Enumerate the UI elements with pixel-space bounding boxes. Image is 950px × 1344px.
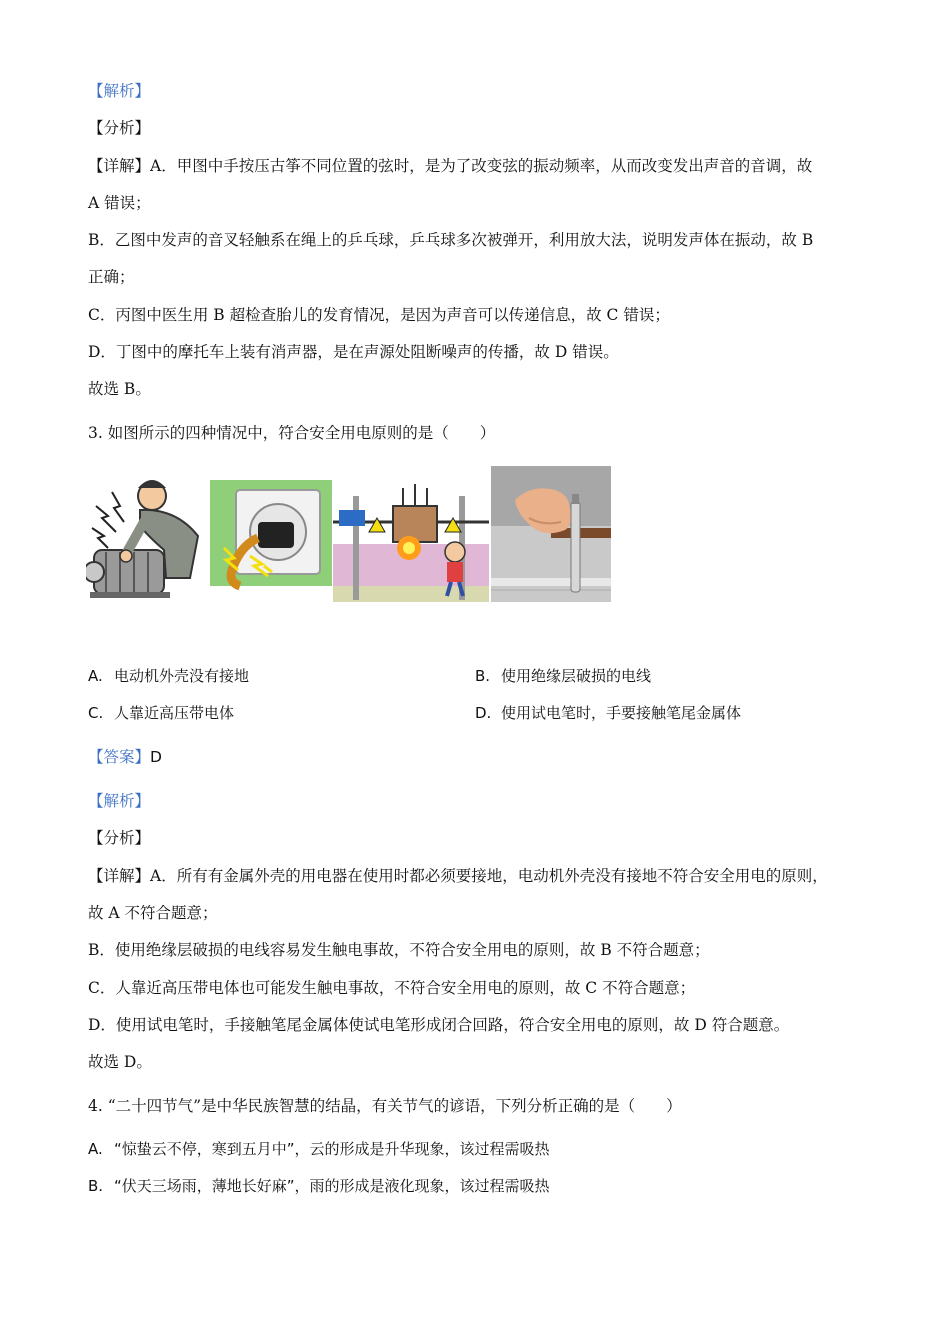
option-text: “伏天三场雨，薄地长好麻”，雨的形成是液化现象，该过程需吸热 [114,1177,550,1195]
answer-label: 【答案】 [88,748,151,766]
option-letter: C. [88,704,104,722]
option-letter: A. [88,667,103,685]
option-text: 使用试电笔时，手要接触笔尾金属体 [501,704,742,722]
option-b[interactable] [88,1175,550,1197]
conclusion-text: 故选 D。 [88,1053,152,1071]
detail-text: C．人靠近高压带电体也可能发生触电事故，不符合安全用电的原则，故 C 不符合题意； [88,979,696,997]
conclusion-text: 故选 B。 [88,380,151,398]
option-c[interactable] [88,702,234,724]
motor-illustration [86,466,208,602]
option-text: “惊蛰云不停，寒到五月中”，云的形成是升华现象，该过程需吸热 [114,1140,550,1158]
detail-text: B．使用绝缘层破损的电线容易发生触电事故，不符合安全用电的原则，故 B 不符合题意； [88,941,710,959]
detail-text: C．丙图中医生用 B 超检查胎儿的发育情况，是因为声音可以传递信息，故 C 错误； [88,306,670,324]
detail-text: 【详解】A．所有有金属外壳的用电器在使用时都必须要接地，电动机外壳没有接地不符合安全用电的原则， [88,867,828,885]
question-text: 3. 如图所示的四种情况中，符合安全用电原则的是（ ） [88,424,496,442]
high-voltage-illustration [333,466,489,602]
analysis-label: 【解析】 [88,792,151,810]
option-letter: A. [88,1140,103,1158]
option-text: 人靠近高压带电体 [114,704,235,722]
analysis-label: 【解析】 [88,82,151,100]
detail-text: B．乙图中发声的音叉轻触系在绳上的乒乓球，乒乓球多次被弹开，利用放大法，说明发声体在振动，故 B [88,231,814,249]
detail-text: 故 A 不符合题意； [88,904,218,922]
option-text: 电动机外壳没有接地 [114,667,250,685]
detail-text: 【详解】A．甲图中手按压古筝不同位置的弦时，是为了改变弦的振动频率，从而改变发出声音的音调，故 [88,157,813,175]
answer-line [88,746,162,768]
analysis-subheading: 【分析】 [88,829,151,847]
option-letter: D. [475,704,492,722]
detail-text: A 错误； [88,194,151,212]
question-text: 4. “二十四节气”是中华民族智慧的结晶，有关节气的谚语，下列分析正确的是（ ） [88,1097,682,1115]
test-pen-photo [491,466,611,602]
option-text: 使用绝缘层破损的电线 [501,667,652,685]
answer-value: D [150,748,162,766]
option-letter: B. [88,1177,104,1195]
detail-text: 正确； [88,268,135,286]
option-a[interactable] [88,665,249,687]
option-d[interactable] [475,702,741,724]
detail-text: D．丁图中的摩托车上装有消声器，是在声源处阻断噪声的传播，故 D 错误。 [88,343,619,361]
option-letter: B. [475,667,491,685]
damaged-wire-illustration [210,466,332,602]
option-b[interactable] [475,665,651,687]
detail-text: D．使用试电笔时，手接触笔尾金属体使试电笔形成闭合回路，符合安全用电的原则，故 D 符合题意。 [88,1016,790,1034]
analysis-subheading: 【分析】 [88,119,151,137]
option-a[interactable] [88,1138,550,1160]
